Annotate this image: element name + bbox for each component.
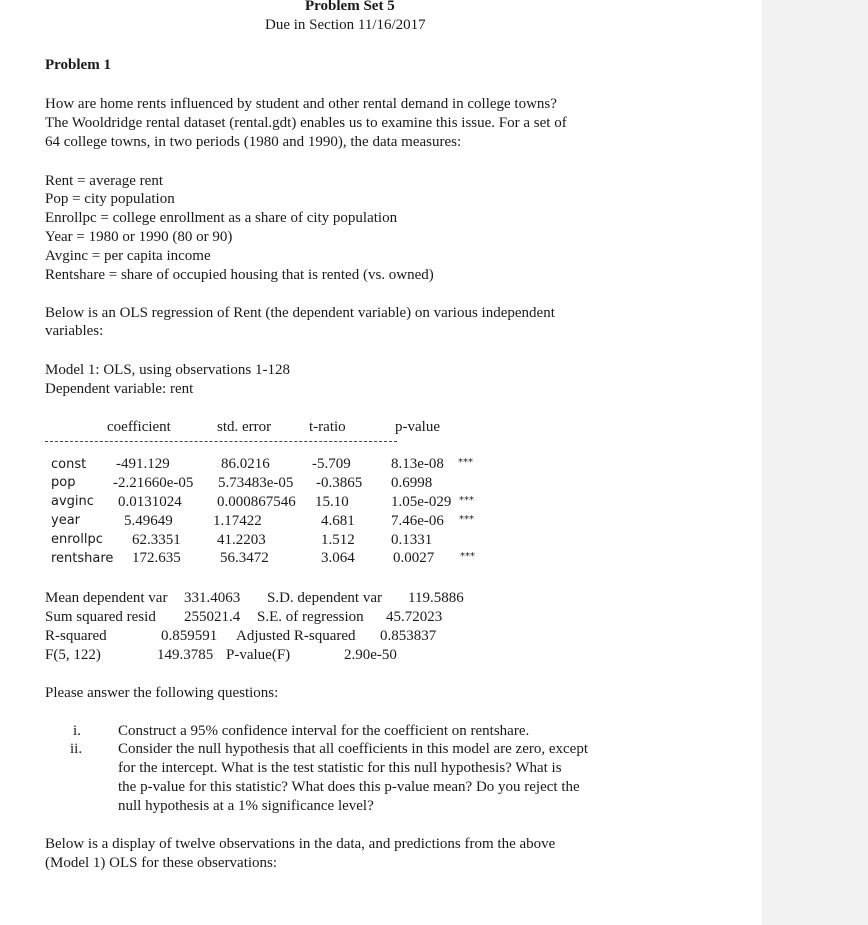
question-number: ii.	[70, 741, 83, 757]
stat-value: 255021.4	[184, 609, 241, 625]
regression-intro-line: Below is an OLS regression of Rent (the dependent variable) on various independent	[45, 305, 555, 321]
row-coef: 0.0131024	[118, 494, 182, 510]
regression-intro-line: variables:	[45, 323, 104, 339]
row-t: -0.3865	[316, 475, 363, 491]
row-se: 86.0216	[221, 456, 270, 472]
closing-line: Below is a display of twelve observations in the data, and predictions from the above	[45, 836, 556, 852]
question-text: Consider the null hypothesis that all coefficients in this model are zero, except	[118, 741, 589, 757]
row-name: avginc	[51, 494, 94, 509]
page-title: Problem Set 5	[305, 0, 395, 14]
row-t: 4.681	[321, 513, 355, 529]
question-text: for the intercept. What is the test statistic for this null hypothesis? What is	[118, 760, 562, 776]
stat-label: Sum squared resid	[45, 609, 156, 625]
variable-definition: Enrollpc = college enrollment as a share of city population	[45, 210, 398, 226]
row-coef: 5.49649	[124, 513, 173, 529]
closing-line: (Model 1) OLS for these observations:	[45, 855, 278, 871]
stat-label: R-squared	[45, 628, 107, 644]
stat-label: P-value(F)	[226, 647, 291, 663]
problem-heading: Problem 1	[45, 57, 111, 73]
significance-stars: ***	[459, 514, 474, 525]
due-date: Due in Section 11/16/2017	[265, 17, 426, 33]
row-p: 7.46e-06	[391, 513, 444, 529]
col-header-std-error: std. error	[217, 419, 272, 435]
row-coef: -491.129	[116, 456, 170, 472]
stat-label: F(5, 122)	[45, 647, 101, 663]
stat-label: Adjusted R-squared	[236, 628, 356, 644]
row-se: 56.3472	[220, 550, 269, 566]
row-name: const	[51, 457, 87, 472]
stat-value: 0.859591	[161, 628, 218, 644]
row-t: 3.064	[321, 550, 355, 566]
variable-definition: Rent = average rent	[45, 173, 163, 189]
row-p: 0.6998	[391, 475, 433, 491]
row-coef: 62.3351	[132, 532, 181, 548]
row-name: rentshare	[51, 551, 114, 566]
row-t: 1.512	[321, 532, 355, 548]
stat-label: S.E. of regression	[257, 609, 364, 625]
row-se: 0.000867546	[217, 494, 296, 510]
row-name: year	[51, 513, 81, 528]
right-margin-panel	[762, 0, 868, 925]
intro-line: The Wooldridge rental dataset (rental.gdt) enables us to examine this issue. For a set of	[45, 115, 567, 131]
row-coef: 172.635	[132, 550, 181, 566]
stat-label: Mean dependent var	[45, 590, 168, 606]
col-header-t-ratio: t-ratio	[309, 419, 346, 435]
stat-value: 2.90e-50	[344, 647, 397, 663]
significance-stars: ***	[459, 495, 474, 506]
col-header-p-value: p-value	[395, 419, 440, 435]
variable-definition: Rentshare = share of occupied housing that is rented (vs. owned)	[45, 267, 434, 283]
row-name: pop	[51, 475, 76, 490]
model-title: Model 1: OLS, using observations 1-128	[45, 362, 290, 378]
table-divider	[45, 441, 397, 442]
stat-label: S.D. dependent var	[267, 590, 382, 606]
row-p: 1.05e-029	[391, 494, 452, 510]
question-text: Construct a 95% confidence interval for the coefficient on rentshare.	[118, 723, 530, 739]
row-se: 41.2203	[217, 532, 266, 548]
row-p: 0.1331	[391, 532, 433, 548]
row-name: enrollpc	[51, 532, 103, 547]
intro-line: 64 college towns, in two periods (1980 and 1990), the data measures:	[45, 134, 462, 150]
intro-line: How are home rents influenced by student and other rental demand in college towns?	[45, 96, 557, 112]
row-se: 5.73483e-05	[218, 475, 294, 491]
variable-definition: Avginc = per capita income	[45, 248, 211, 264]
significance-stars: ***	[460, 551, 475, 562]
variable-definition: Year = 1980 or 1990 (80 or 90)	[45, 229, 233, 245]
significance-stars: ***	[458, 457, 473, 468]
row-t: -5.709	[312, 456, 351, 472]
stat-value: 119.5886	[408, 590, 464, 606]
questions-intro: Please answer the following questions:	[45, 685, 279, 701]
question-text: null hypothesis at a 1% significance level?	[118, 798, 374, 814]
col-header-coefficient: coefficient	[107, 419, 171, 435]
stat-value: 149.3785	[157, 647, 214, 663]
model-dependent: Dependent variable: rent	[45, 381, 194, 397]
question-number: i.	[73, 723, 81, 739]
row-p: 8.13e-08	[391, 456, 444, 472]
question-text: the p-value for this statistic? What does this p-value mean? Do you reject the	[118, 779, 580, 795]
stat-value: 331.4063	[184, 590, 241, 606]
row-coef: -2.21660e-05	[113, 475, 194, 491]
variable-definition: Pop = city population	[45, 191, 175, 207]
row-se: 1.17422	[213, 513, 262, 529]
row-p: 0.0027	[393, 550, 435, 566]
stat-value: 45.72023	[386, 609, 443, 625]
stat-value: 0.853837	[380, 628, 437, 644]
row-t: 15.10	[315, 494, 349, 510]
